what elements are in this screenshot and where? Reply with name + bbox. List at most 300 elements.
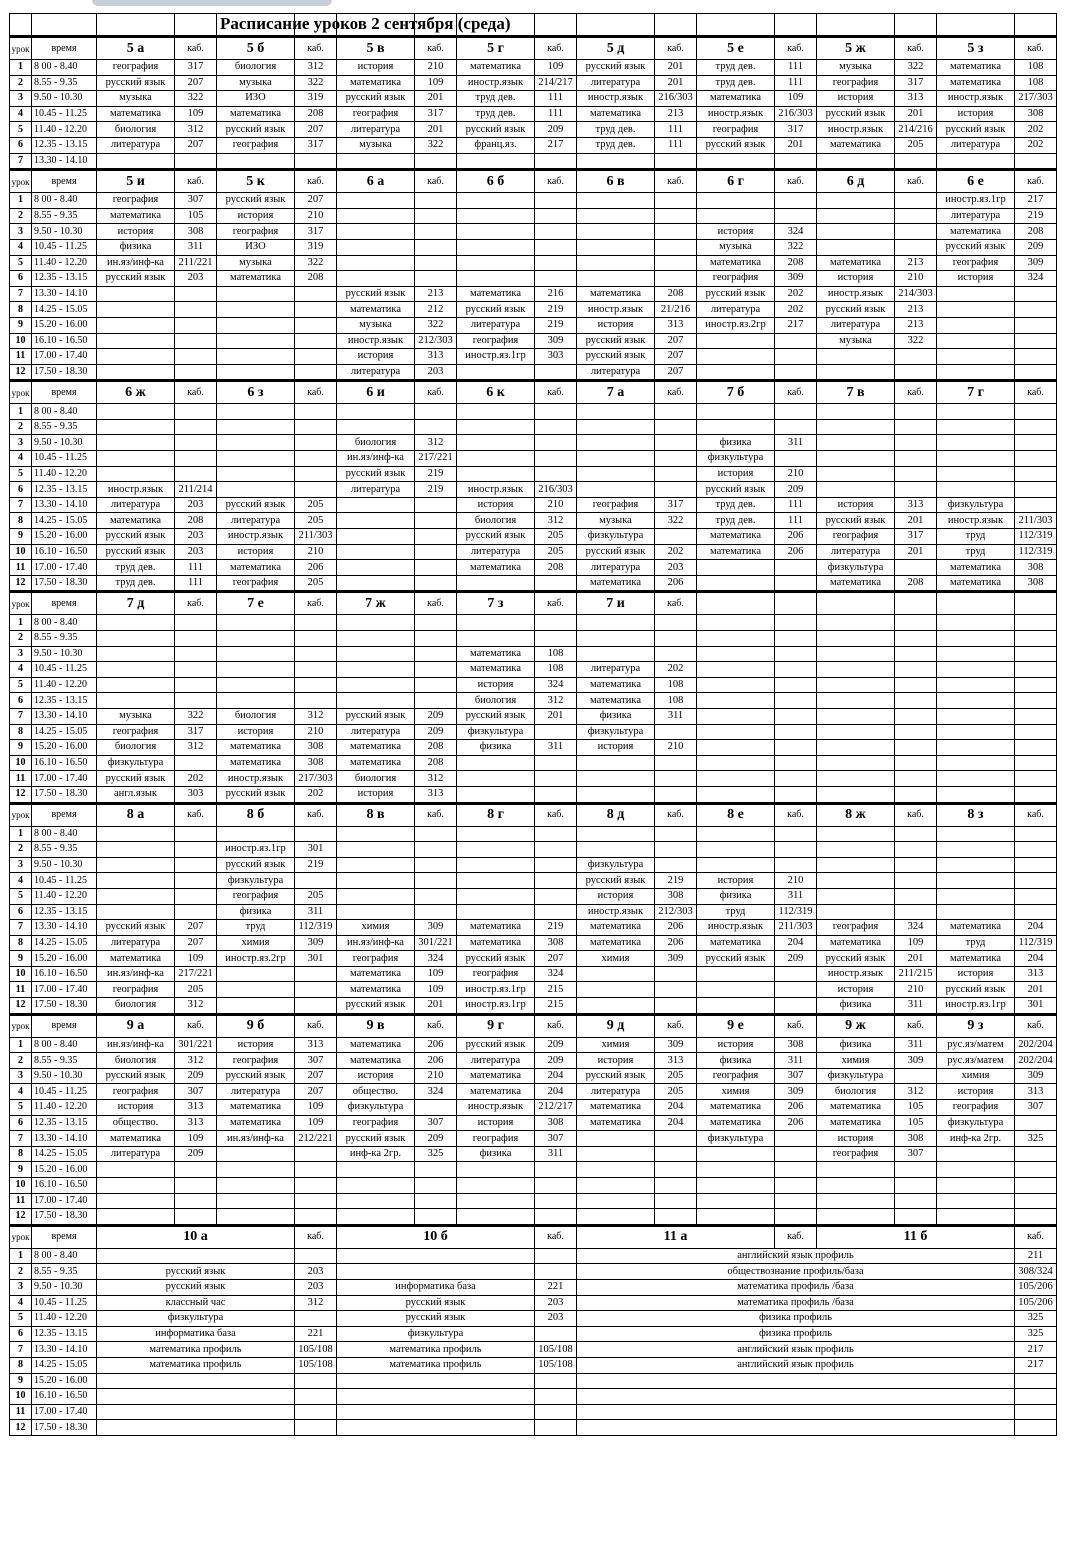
room-cell (655, 998, 697, 1015)
room-cell (895, 239, 937, 255)
room-cell (655, 842, 697, 858)
room-cell: 312 (175, 998, 217, 1015)
lesson-row (10, 1389, 1057, 1405)
room-cell: 207 (655, 349, 697, 365)
room-cell: 209 (1015, 239, 1057, 255)
lesson-row (10, 677, 1057, 693)
schedule-table (9, 13, 1057, 1436)
room-cell (295, 998, 337, 1015)
room-cell (1015, 1209, 1057, 1226)
subject-cell: русский язык (337, 1295, 535, 1311)
subject-cell: математика (697, 1100, 775, 1116)
lesson-time: 8.55 - 9.35 (32, 631, 97, 647)
room-cell: 208 (415, 740, 457, 756)
subject-cell (937, 873, 1015, 889)
subject-cell (817, 193, 895, 209)
subject-cell (697, 193, 775, 209)
room-cell: 112/319 (1015, 544, 1057, 560)
subject-cell (457, 888, 535, 904)
room-cell: 207 (295, 193, 337, 209)
room-cell: 111 (535, 91, 577, 107)
subject-cell: литература (457, 317, 535, 333)
lesson-row (10, 575, 1057, 592)
subject-cell (577, 966, 655, 982)
lesson-time: 12.35 - 13.15 (32, 137, 97, 153)
subject-cell: физкультура (817, 1068, 895, 1084)
subject-cell (457, 239, 535, 255)
room-cell: 108 (535, 662, 577, 678)
lesson-time: 16.10 - 16.50 (32, 755, 97, 771)
subject-cell: биология (217, 60, 295, 76)
room-cell: 209 (415, 724, 457, 740)
subject-cell: русский язык (97, 544, 175, 560)
subject-cell: русский язык (97, 1279, 295, 1295)
subject-cell: русский язык (337, 466, 415, 482)
room-cell (535, 873, 577, 889)
subject-cell: история (577, 740, 655, 756)
room-cell (295, 631, 337, 647)
room-cell (175, 435, 217, 451)
lesson-number: 11 (10, 349, 32, 365)
lesson-row (10, 740, 1057, 756)
room-cell (895, 349, 937, 365)
room-cell (295, 153, 337, 170)
room-cell: 207 (175, 920, 217, 936)
subject-cell: математика профиль /база (577, 1279, 1015, 1295)
room-cell (535, 224, 577, 240)
room-cell: 312 (415, 435, 457, 451)
lesson-number: 5 (10, 888, 32, 904)
room-cell: 313 (295, 1037, 337, 1053)
lesson-time: 13.30 - 14.10 (32, 1342, 97, 1358)
room-cell: 201 (535, 708, 577, 724)
room-cell: 206 (775, 1100, 817, 1116)
room-cell: 307 (775, 1068, 817, 1084)
subject-cell (337, 826, 415, 842)
title-row-cell (577, 14, 655, 37)
room-cell (1015, 857, 1057, 873)
subject-cell (937, 1178, 1015, 1194)
room-cell: 109 (295, 1115, 337, 1131)
room-cell (1015, 1404, 1057, 1420)
lesson-time: 13.30 - 14.10 (32, 497, 97, 513)
room-cell (775, 677, 817, 693)
subject-cell: история (97, 224, 175, 240)
subject-cell: общество. (337, 1084, 415, 1100)
class-name: 8 е (697, 803, 775, 826)
subject-cell (217, 677, 295, 693)
room-cell: 319 (295, 91, 337, 107)
lesson-number: 6 (10, 693, 32, 709)
room-header: каб. (415, 170, 457, 193)
room-cell: 209 (535, 1037, 577, 1053)
subject-cell (457, 826, 535, 842)
room-cell: 312 (175, 740, 217, 756)
lesson-time: 8.55 - 9.35 (32, 842, 97, 858)
room-cell: 203 (535, 1311, 577, 1327)
room-cell (175, 888, 217, 904)
room-cell: 210 (415, 60, 457, 76)
room-cell (415, 1209, 457, 1226)
room-cell: 205 (535, 544, 577, 560)
subject-cell (817, 662, 895, 678)
subject-cell (337, 662, 415, 678)
subject-cell (697, 404, 775, 420)
lesson-time: 8.55 - 9.35 (32, 1053, 97, 1069)
lesson-row (10, 466, 1057, 482)
room-cell: 313 (1015, 966, 1057, 982)
room-cell (1015, 482, 1057, 498)
subject-cell (457, 904, 535, 920)
lesson-time: 9.50 - 10.30 (32, 1279, 97, 1295)
room-cell (1015, 349, 1057, 365)
subject-cell (217, 364, 295, 381)
subject-cell (337, 1248, 535, 1264)
room-cell: 308 (175, 224, 217, 240)
subject-cell: иностр.язык (937, 513, 1015, 529)
room-header: каб. (295, 1225, 337, 1248)
subject-cell (337, 208, 415, 224)
subject-cell: русский язык (817, 951, 895, 967)
subject-cell: математика (697, 544, 775, 560)
subject-cell (217, 1162, 295, 1178)
subject-cell: математика (97, 1131, 175, 1147)
subject-cell: музыка (697, 239, 775, 255)
room-header: каб. (895, 37, 937, 60)
room-cell (415, 1178, 457, 1194)
room-cell (775, 193, 817, 209)
room-cell: 303 (535, 349, 577, 365)
class-name: 7 ж (337, 592, 415, 615)
subject-cell (817, 1193, 895, 1209)
room-cell (655, 529, 697, 545)
room-cell (895, 740, 937, 756)
room-cell (415, 404, 457, 420)
room-cell (535, 904, 577, 920)
subject-cell (817, 873, 895, 889)
subject-cell: труд дев. (697, 60, 775, 76)
subject-cell (937, 842, 1015, 858)
subject-cell (577, 646, 655, 662)
subject-cell: труд дев. (697, 75, 775, 91)
room-cell: 217 (535, 137, 577, 153)
subject-cell: иностр.язык (817, 122, 895, 138)
room-cell: 206 (655, 935, 697, 951)
lesson-row (10, 1326, 1057, 1342)
subject-cell (97, 826, 175, 842)
lesson-time: 17.50 - 18.30 (32, 786, 97, 803)
lesson-row (10, 631, 1057, 647)
subject-cell: физика (697, 435, 775, 451)
room-header (1015, 592, 1057, 615)
lesson-row (10, 1084, 1057, 1100)
room-cell: 308 (1015, 106, 1057, 122)
lesson-number: 11 (10, 1193, 32, 1209)
room-cell: 322 (415, 137, 457, 153)
room-cell (1015, 317, 1057, 333)
room-cell (895, 904, 937, 920)
lesson-number: 8 (10, 724, 32, 740)
class-name: 6 к (457, 381, 535, 404)
lesson-row (10, 1420, 1057, 1436)
subject-cell: история (217, 724, 295, 740)
subject-cell (697, 786, 775, 803)
room-cell: 208 (1015, 224, 1057, 240)
room-cell: 311 (655, 708, 697, 724)
subject-cell: история (337, 1068, 415, 1084)
subject-cell (577, 631, 655, 647)
subject-cell: математика (337, 982, 415, 998)
room-cell (655, 857, 697, 873)
subject-cell: история (337, 786, 415, 803)
subject-cell (337, 1178, 415, 1194)
lesson-time: 14.25 - 15.05 (32, 302, 97, 318)
room-header: каб. (295, 381, 337, 404)
subject-cell: история (217, 544, 295, 560)
lesson-time: 10.45 - 11.25 (32, 1084, 97, 1100)
room-header: каб. (1015, 1014, 1057, 1037)
subject-cell: биология (217, 708, 295, 724)
subject-cell (97, 662, 175, 678)
lesson-time: 8 00 - 8.40 (32, 1037, 97, 1053)
room-cell: 204 (655, 1115, 697, 1131)
block-header-row (10, 37, 1057, 60)
subject-cell: география (937, 1100, 1015, 1116)
subject-cell: математика (337, 1037, 415, 1053)
subject-cell (97, 646, 175, 662)
room-cell: 109 (175, 951, 217, 967)
room-cell: 109 (895, 935, 937, 951)
lesson-time: 17.50 - 18.30 (32, 1209, 97, 1226)
lesson-row (10, 724, 1057, 740)
room-cell: 307 (535, 1131, 577, 1147)
class-name: 5 ж (817, 37, 895, 60)
subject-cell: ИЗО (217, 91, 295, 107)
subject-cell: математика (577, 920, 655, 936)
lesson-row (10, 419, 1057, 435)
lesson-time: 12.35 - 13.15 (32, 693, 97, 709)
lesson-number: 10 (10, 1178, 32, 1194)
lesson-row (10, 544, 1057, 560)
room-cell (655, 646, 697, 662)
room-cell (295, 302, 337, 318)
room-cell: 205 (295, 888, 337, 904)
subject-cell (457, 271, 535, 287)
room-cell: 210 (535, 497, 577, 513)
subject-cell (817, 404, 895, 420)
subject-cell: история (697, 1037, 775, 1053)
room-cell: 105/206 (1015, 1295, 1057, 1311)
class-name: 8 г (457, 803, 535, 826)
subject-cell: география (577, 497, 655, 513)
subject-cell: математика (457, 560, 535, 576)
subject-cell: русский язык (577, 349, 655, 365)
subject-cell (817, 842, 895, 858)
subject-cell (217, 349, 295, 365)
class-name: 6 з (217, 381, 295, 404)
subject-cell: география (457, 1131, 535, 1147)
subject-cell: русский язык (697, 482, 775, 498)
subject-cell: история (577, 1053, 655, 1069)
subject-cell: русский язык (97, 75, 175, 91)
lesson-time: 11.40 - 12.20 (32, 677, 97, 693)
room-cell: 212/221 (295, 1131, 337, 1147)
subject-cell: музыка (217, 75, 295, 91)
subject-cell: биология (97, 1053, 175, 1069)
subject-cell (697, 1162, 775, 1178)
room-cell (295, 662, 337, 678)
subject-cell (337, 575, 415, 592)
subject-cell: математика (577, 575, 655, 592)
subject-cell (337, 513, 415, 529)
subject-cell (817, 888, 895, 904)
room-cell: 322 (415, 317, 457, 333)
room-cell (1015, 646, 1057, 662)
subject-cell: физкультура (577, 724, 655, 740)
subject-cell (817, 771, 895, 787)
class-name: 8 а (97, 803, 175, 826)
class-name: 6 и (337, 381, 415, 404)
room-cell (1015, 333, 1057, 349)
subject-cell: русский язык (97, 920, 175, 936)
subject-cell (937, 1162, 1015, 1178)
room-header: каб. (535, 381, 577, 404)
room-cell (775, 575, 817, 592)
subject-cell (97, 333, 175, 349)
room-cell (895, 786, 937, 803)
subject-cell (577, 842, 655, 858)
room-cell: 311 (295, 904, 337, 920)
subject-cell: иностр.яз.1гр (457, 349, 535, 365)
subject-cell (457, 451, 535, 467)
subject-cell (217, 966, 295, 982)
subject-cell: химия (577, 951, 655, 967)
room-cell: 311 (775, 1053, 817, 1069)
room-cell (535, 1248, 577, 1264)
room-cell: 308 (1015, 560, 1057, 576)
subject-cell: история (97, 1100, 175, 1116)
subject-cell: история (457, 1115, 535, 1131)
subject-cell: история (937, 271, 1015, 287)
room-cell: 208 (295, 106, 337, 122)
lesson-number: 12 (10, 1420, 32, 1436)
room-cell: 210 (655, 740, 697, 756)
lesson-row (10, 1131, 1057, 1147)
room-cell: 201 (415, 122, 457, 138)
room-cell (535, 208, 577, 224)
room-cell (535, 193, 577, 209)
subject-cell (697, 646, 775, 662)
subject-cell: русский язык (457, 302, 535, 318)
lesson-row (10, 193, 1057, 209)
room-cell: 202 (175, 771, 217, 787)
lesson-row (10, 1037, 1057, 1053)
subject-cell: физика (817, 998, 895, 1015)
room-cell (1015, 1389, 1057, 1405)
room-cell: 308 (775, 1037, 817, 1053)
room-cell: 207 (175, 137, 217, 153)
class-name (937, 592, 1015, 615)
room-header: каб. (655, 1014, 697, 1037)
lesson-time: 9.50 - 10.30 (32, 224, 97, 240)
room-cell: 209 (775, 482, 817, 498)
lesson-number: 4 (10, 1084, 32, 1100)
room-cell (1015, 451, 1057, 467)
room-cell: 207 (655, 364, 697, 381)
room-cell: 213 (655, 106, 697, 122)
subject-cell (817, 631, 895, 647)
room-cell (895, 724, 937, 740)
room-cell (895, 404, 937, 420)
lesson-time: 8.55 - 9.35 (32, 419, 97, 435)
subject-cell: математика (817, 137, 895, 153)
block-header-row (10, 170, 1057, 193)
room-cell (175, 404, 217, 420)
room-cell: 105 (895, 1115, 937, 1131)
lesson-time: 14.25 - 15.05 (32, 1146, 97, 1162)
lesson-time: 10.45 - 11.25 (32, 239, 97, 255)
subject-cell: математика (457, 60, 535, 76)
room-cell (895, 419, 937, 435)
room-cell (535, 153, 577, 170)
room-cell: 206 (295, 560, 337, 576)
room-cell: 301/221 (175, 1037, 217, 1053)
room-cell (415, 631, 457, 647)
room-cell: 308 (295, 755, 337, 771)
subject-cell (97, 451, 175, 467)
room-cell (295, 966, 337, 982)
room-cell (415, 857, 457, 873)
subject-cell (337, 646, 415, 662)
subject-cell: математика (577, 106, 655, 122)
subject-cell: литература (577, 75, 655, 91)
subject-cell (337, 888, 415, 904)
room-header: каб. (775, 1014, 817, 1037)
subject-cell (817, 826, 895, 842)
room-cell: 206 (775, 1115, 817, 1131)
room-cell (655, 771, 697, 787)
room-cell: 322 (175, 91, 217, 107)
room-cell (895, 842, 937, 858)
room-cell: 111 (535, 106, 577, 122)
subject-cell (97, 419, 175, 435)
room-cell: 211/214 (175, 482, 217, 498)
room-cell (415, 842, 457, 858)
lesson-row (10, 513, 1057, 529)
room-cell (175, 1193, 217, 1209)
subject-cell: математика (937, 575, 1015, 592)
room-header: каб. (175, 381, 217, 404)
subject-cell (817, 224, 895, 240)
subject-cell: география (817, 75, 895, 91)
title-row-cell (1015, 14, 1057, 37)
subject-cell (337, 615, 415, 631)
subject-cell (217, 998, 295, 1015)
subject-cell: математика профиль (337, 1342, 535, 1358)
room-cell: 217 (1015, 1342, 1057, 1358)
room-cell (775, 708, 817, 724)
room-cell: 317 (775, 122, 817, 138)
class-name: 5 а (97, 37, 175, 60)
room-cell (1015, 888, 1057, 904)
subject-cell (457, 153, 535, 170)
subject-cell (697, 575, 775, 592)
lesson-number: 7 (10, 286, 32, 302)
subject-cell (577, 786, 655, 803)
class-name: 6 б (457, 170, 535, 193)
subject-cell: музыка (577, 513, 655, 529)
subject-cell: литература (217, 1084, 295, 1100)
